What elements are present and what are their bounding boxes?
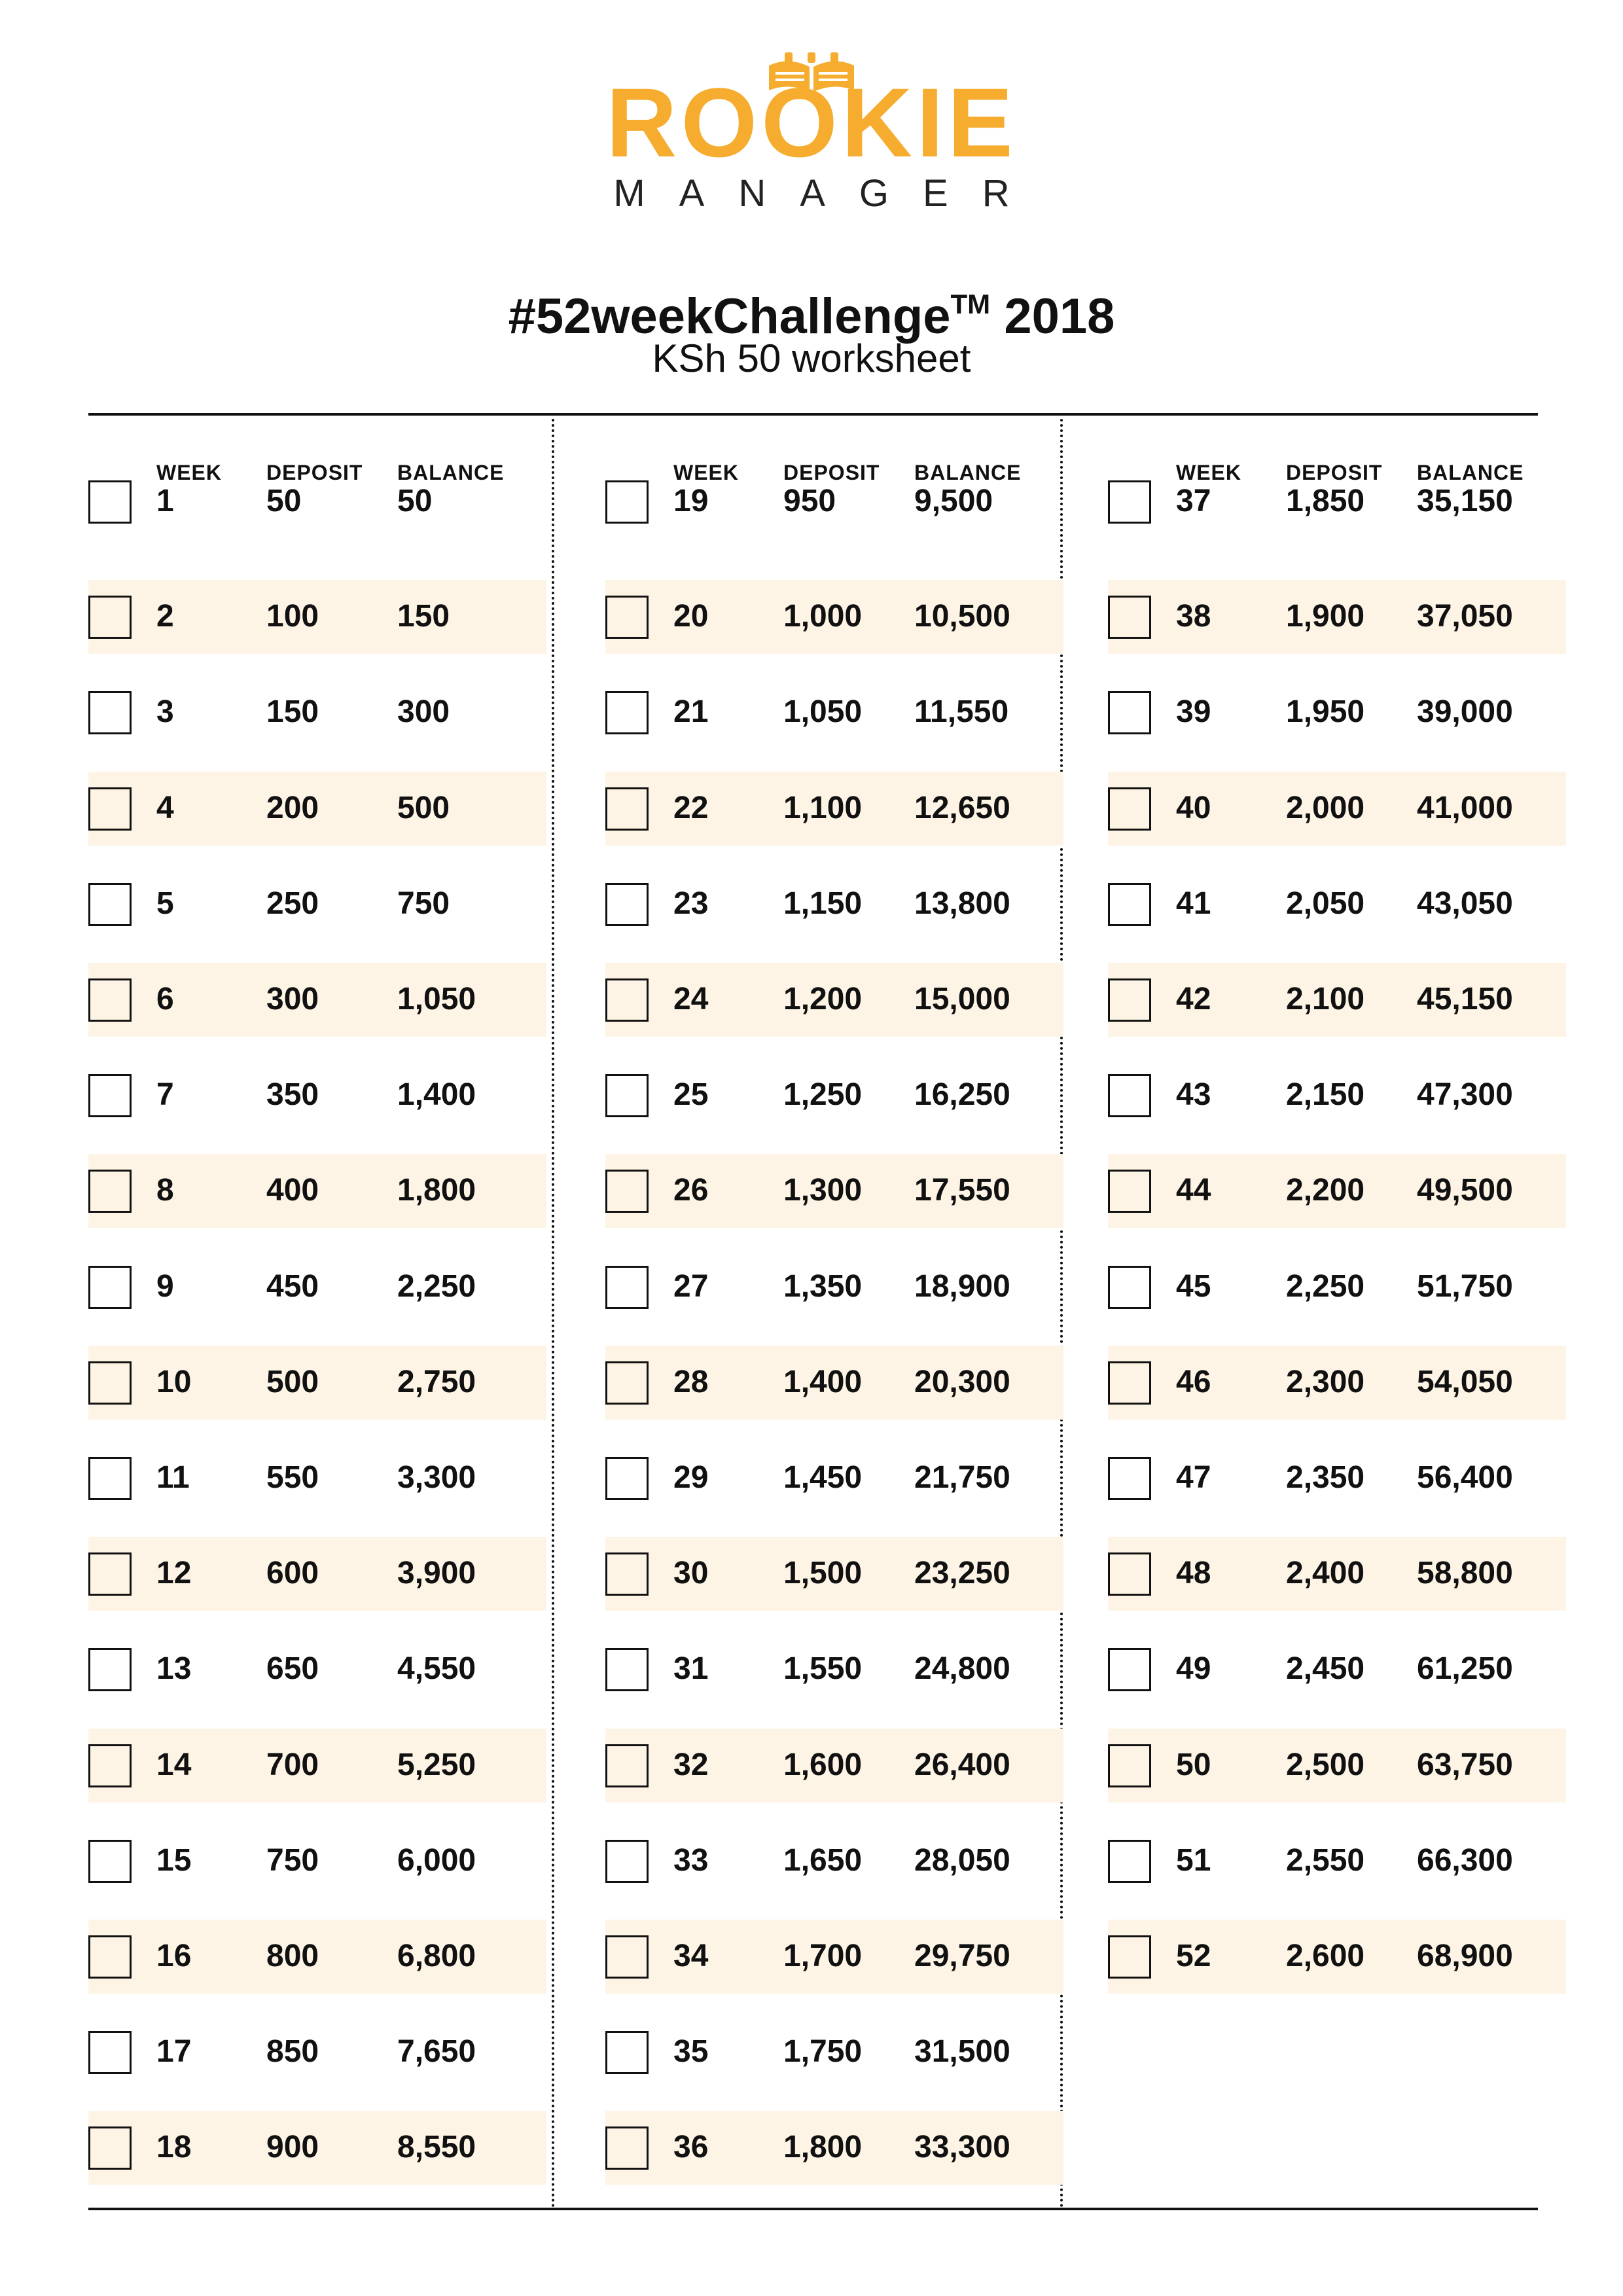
balance-value: 49,500	[1417, 1173, 1513, 1208]
deposit-value: 900	[266, 2130, 319, 2165]
week-row	[1108, 580, 1566, 654]
deposit-value: 1,050	[783, 694, 863, 730]
week-value: 3	[156, 694, 174, 730]
week-checkbox[interactable]	[605, 1935, 649, 1979]
header-deposit: DEPOSIT	[1286, 461, 1383, 484]
week-checkbox[interactable]	[1108, 1648, 1151, 1691]
deposit-value: 1,700	[783, 1939, 863, 1973]
balance-value: 13,800	[914, 886, 1010, 921]
week-row	[88, 1058, 546, 1132]
balance-value: 1,050	[397, 982, 476, 1016]
balance-value: 11,550	[914, 694, 1009, 730]
week-checkbox[interactable]	[605, 1074, 649, 1117]
week-value: 31	[673, 1651, 709, 1687]
week-value: 15	[156, 1842, 192, 1878]
header-balance: BALANCE	[914, 461, 1022, 484]
week-row	[605, 675, 1063, 749]
deposit-value: 750	[266, 1842, 319, 1878]
balance-value: 3,900	[397, 1556, 476, 1591]
week-checkbox[interactable]	[1108, 978, 1151, 1022]
week-value: 41	[1176, 886, 1211, 921]
balance-value: 500	[397, 790, 450, 825]
week-value: 23	[673, 886, 709, 921]
week-value: 34	[673, 1939, 709, 1973]
balance-value: 37,050	[1417, 599, 1513, 634]
week-value: 24	[673, 982, 709, 1016]
week-row	[88, 1250, 546, 1324]
column-divider-1	[552, 419, 554, 2209]
week-row	[605, 1250, 1063, 1324]
week-value: 19	[673, 484, 709, 518]
week-value: 27	[673, 1268, 709, 1304]
week-checkbox[interactable]	[605, 480, 649, 524]
deposit-value: 2,550	[1286, 1842, 1365, 1878]
deposit-value: 700	[266, 1747, 319, 1782]
deposit-value: 400	[266, 1173, 319, 1208]
balance-value: 31,500	[914, 2034, 1010, 2070]
week-row	[1108, 1537, 1566, 1611]
deposit-value: 2,200	[1286, 1173, 1365, 1208]
deposit-value: 100	[266, 599, 319, 634]
logo	[0, 52, 1623, 215]
logo-subtitle: MANAGER	[613, 172, 1044, 215]
week-value: 43	[1176, 1077, 1211, 1113]
week-value: 12	[156, 1556, 192, 1591]
week-row	[605, 1824, 1063, 1898]
week-value: 50	[1176, 1747, 1211, 1782]
week-value: 38	[1176, 599, 1211, 634]
header-week: WEEK	[1176, 461, 1241, 484]
week-value: 16	[156, 1939, 192, 1973]
balance-value: 24,800	[914, 1651, 1010, 1687]
balance-value: 17,550	[914, 1173, 1010, 1208]
week-row	[88, 1729, 546, 1803]
week-value: 1	[156, 484, 174, 518]
week-checkbox[interactable]	[88, 480, 132, 524]
week-value: 47	[1176, 1460, 1211, 1495]
week-checkbox[interactable]	[88, 1552, 132, 1596]
week-row	[605, 1537, 1063, 1611]
balance-value: 7,650	[397, 2034, 476, 2070]
week-checkbox[interactable]	[605, 596, 649, 639]
week-value: 46	[1176, 1364, 1211, 1399]
deposit-value: 1,300	[783, 1173, 863, 1208]
deposit-value: 1,550	[783, 1651, 863, 1687]
week-value: 5	[156, 886, 174, 921]
week-checkbox[interactable]	[1108, 1361, 1151, 1405]
week-checkbox[interactable]	[605, 1457, 649, 1500]
week-value: 11	[156, 1460, 190, 1495]
week-value: 20	[673, 599, 709, 634]
week-row	[88, 465, 546, 539]
deposit-value: 650	[266, 1651, 319, 1687]
week-checkbox[interactable]	[605, 883, 649, 926]
balance-value: 750	[397, 886, 450, 921]
balance-value: 1,800	[397, 1173, 476, 1208]
balance-value: 23,250	[914, 1556, 1010, 1591]
deposit-value: 1,200	[783, 982, 863, 1016]
balance-value: 8,550	[397, 2130, 476, 2165]
deposit-value: 550	[266, 1460, 319, 1495]
balance-value: 300	[397, 694, 450, 730]
week-value: 21	[673, 694, 709, 730]
week-checkbox[interactable]	[1108, 480, 1151, 524]
deposit-value: 1,650	[783, 1842, 863, 1878]
week-row	[1108, 867, 1566, 941]
week-checkbox[interactable]	[1108, 1552, 1151, 1596]
header-week: WEEK	[156, 461, 222, 484]
bottom-rule	[88, 2208, 1538, 2210]
week-row	[88, 1824, 546, 1898]
deposit-value: 1,000	[783, 599, 863, 634]
deposit-value: 800	[266, 1939, 319, 1973]
week-row	[1108, 1441, 1566, 1515]
balance-value: 6,000	[397, 1842, 476, 1878]
deposit-value: 2,250	[1286, 1268, 1365, 1304]
week-row	[1108, 1058, 1566, 1132]
balance-value: 39,000	[1417, 694, 1513, 730]
week-checkbox[interactable]	[1108, 1457, 1151, 1500]
week-row	[1108, 1920, 1566, 1994]
deposit-value: 2,100	[1286, 982, 1365, 1016]
week-checkbox[interactable]	[88, 1170, 132, 1213]
deposit-value: 1,100	[783, 790, 863, 825]
week-row	[605, 465, 1063, 539]
week-row	[605, 1441, 1063, 1515]
deposit-value: 1,400	[783, 1364, 863, 1399]
deposit-value: 1,900	[1286, 599, 1365, 634]
balance-value: 50	[397, 484, 433, 518]
week-checkbox[interactable]	[88, 2031, 132, 2074]
week-value: 22	[673, 790, 709, 825]
balance-value: 12,650	[914, 790, 1010, 825]
balance-value: 9,500	[914, 484, 993, 518]
deposit-value: 150	[266, 694, 319, 730]
week-value: 30	[673, 1556, 709, 1591]
week-value: 6	[156, 982, 174, 1016]
week-row	[88, 867, 546, 941]
week-checkbox[interactable]	[88, 1744, 132, 1787]
balance-value: 63,750	[1417, 1747, 1513, 1782]
week-row	[1108, 772, 1566, 846]
header-week: WEEK	[673, 461, 739, 484]
week-checkbox[interactable]	[1108, 1266, 1151, 1309]
deposit-value: 1,800	[783, 2130, 863, 2165]
balance-value: 29,750	[914, 1939, 1010, 1973]
week-value: 13	[156, 1651, 192, 1687]
week-value: 14	[156, 1747, 192, 1782]
week-value: 18	[156, 2130, 192, 2165]
week-row	[88, 1346, 546, 1420]
balance-value: 26,400	[914, 1747, 1010, 1782]
week-checkbox[interactable]	[88, 1361, 132, 1405]
balance-value: 61,250	[1417, 1651, 1513, 1687]
week-value: 7	[156, 1077, 174, 1113]
week-row	[605, 1346, 1063, 1420]
week-value: 29	[673, 1460, 709, 1495]
header-deposit: DEPOSIT	[783, 461, 880, 484]
week-value: 8	[156, 1173, 174, 1208]
week-row	[1108, 1632, 1566, 1706]
deposit-value: 2,300	[1286, 1364, 1365, 1399]
week-value: 32	[673, 1747, 709, 1782]
week-row	[88, 1632, 546, 1706]
week-row	[1108, 465, 1566, 539]
week-row	[605, 1729, 1063, 1803]
balance-value: 21,750	[914, 1460, 1010, 1495]
week-value: 28	[673, 1364, 709, 1399]
deposit-value: 950	[783, 484, 836, 518]
week-row	[605, 963, 1063, 1037]
week-value: 26	[673, 1173, 709, 1208]
week-row	[1108, 1154, 1566, 1228]
week-value: 48	[1176, 1556, 1211, 1591]
balance-value: 2,250	[397, 1268, 476, 1304]
week-row	[88, 772, 546, 846]
week-row	[88, 1154, 546, 1228]
balance-value: 1,400	[397, 1077, 476, 1113]
week-row	[88, 963, 546, 1037]
deposit-value: 2,400	[1286, 1556, 1365, 1591]
balance-value: 18,900	[914, 1268, 1010, 1304]
balance-value: 35,150	[1417, 484, 1513, 518]
balance-value: 54,050	[1417, 1364, 1513, 1399]
balance-value: 15,000	[914, 982, 1010, 1016]
week-row	[1108, 1729, 1566, 1803]
week-value: 51	[1176, 1842, 1211, 1878]
week-checkbox[interactable]	[605, 691, 649, 734]
balance-value: 4,550	[397, 1651, 476, 1687]
week-row	[605, 2111, 1063, 2185]
week-value: 35	[673, 2034, 709, 2070]
logo-wordmark: ROOKIE	[606, 67, 1017, 177]
week-value: 36	[673, 2130, 709, 2165]
week-row	[605, 867, 1063, 941]
balance-value: 66,300	[1417, 1842, 1513, 1878]
week-value: 40	[1176, 790, 1211, 825]
deposit-value: 2,600	[1286, 1939, 1365, 1973]
week-checkbox[interactable]	[1108, 691, 1151, 734]
week-checkbox[interactable]	[88, 2126, 132, 2170]
week-value: 17	[156, 2034, 192, 2070]
deposit-value: 300	[266, 982, 319, 1016]
trademark-mark: TM	[950, 289, 991, 319]
week-checkbox[interactable]	[88, 1840, 132, 1883]
deposit-value: 600	[266, 1556, 319, 1591]
week-checkbox[interactable]	[88, 1074, 132, 1117]
week-checkbox[interactable]	[605, 2126, 649, 2170]
week-row	[605, 2015, 1063, 2089]
deposit-value: 2,500	[1286, 1747, 1365, 1782]
balance-value: 6,800	[397, 1939, 476, 1973]
week-row	[605, 580, 1063, 654]
balance-value: 58,800	[1417, 1556, 1513, 1591]
week-row	[88, 2015, 546, 2089]
deposit-value: 1,350	[783, 1268, 863, 1304]
top-rule	[88, 413, 1538, 416]
deposit-value: 2,000	[1286, 790, 1365, 825]
week-row	[88, 1441, 546, 1515]
week-checkbox[interactable]	[605, 2031, 649, 2074]
week-checkbox[interactable]	[605, 1840, 649, 1883]
week-checkbox[interactable]	[1108, 596, 1151, 639]
week-checkbox[interactable]	[1108, 1840, 1151, 1883]
week-value: 52	[1176, 1939, 1211, 1973]
balance-value: 28,050	[914, 1842, 1010, 1878]
header-balance: BALANCE	[1417, 461, 1524, 484]
week-checkbox[interactable]	[88, 1648, 132, 1691]
deposit-value: 2,450	[1286, 1651, 1365, 1687]
week-value: 37	[1176, 484, 1211, 518]
week-value: 10	[156, 1364, 192, 1399]
week-row	[605, 1920, 1063, 1994]
week-row	[1108, 1824, 1566, 1898]
week-checkbox[interactable]	[88, 978, 132, 1022]
week-checkbox[interactable]	[88, 691, 132, 734]
week-checkbox[interactable]	[88, 596, 132, 639]
deposit-value: 200	[266, 790, 319, 825]
deposit-value: 1,950	[1286, 694, 1365, 730]
week-row	[88, 675, 546, 749]
week-row	[605, 1632, 1063, 1706]
week-checkbox[interactable]	[1108, 1935, 1151, 1979]
week-checkbox[interactable]	[1108, 1170, 1151, 1213]
header-balance: BALANCE	[397, 461, 505, 484]
balance-value: 41,000	[1417, 790, 1513, 825]
week-value: 2	[156, 599, 174, 634]
deposit-value: 1,750	[783, 2034, 863, 2070]
week-checkbox[interactable]	[605, 1361, 649, 1405]
deposit-value: 1,450	[783, 1460, 863, 1495]
week-row	[1108, 675, 1566, 749]
balance-value: 45,150	[1417, 982, 1513, 1016]
week-checkbox[interactable]	[605, 1170, 649, 1213]
balance-value: 47,300	[1417, 1077, 1513, 1113]
week-value: 44	[1176, 1173, 1211, 1208]
deposit-value: 850	[266, 2034, 319, 2070]
balance-value: 3,300	[397, 1460, 476, 1495]
header-deposit: DEPOSIT	[266, 461, 363, 484]
deposit-value: 2,050	[1286, 886, 1365, 921]
week-checkbox[interactable]	[605, 1744, 649, 1787]
week-value: 45	[1176, 1268, 1211, 1304]
week-checkbox[interactable]	[88, 1935, 132, 1979]
balance-value: 10,500	[914, 599, 1010, 634]
deposit-value: 2,150	[1286, 1077, 1365, 1113]
week-value: 9	[156, 1268, 174, 1304]
week-checkbox[interactable]	[605, 1552, 649, 1596]
week-checkbox[interactable]	[88, 787, 132, 831]
week-value: 4	[156, 790, 174, 825]
balance-value: 51,750	[1417, 1268, 1513, 1304]
week-checkbox[interactable]	[605, 978, 649, 1022]
deposit-value: 2,350	[1286, 1460, 1365, 1495]
week-checkbox[interactable]	[605, 1266, 649, 1309]
week-checkbox[interactable]	[1108, 787, 1151, 831]
deposit-value: 350	[266, 1077, 319, 1113]
week-value: 49	[1176, 1651, 1211, 1687]
deposit-value: 50	[266, 484, 302, 518]
week-checkbox[interactable]	[1108, 883, 1151, 926]
week-checkbox[interactable]	[88, 1266, 132, 1309]
week-checkbox[interactable]	[605, 787, 649, 831]
week-checkbox[interactable]	[605, 1648, 649, 1691]
balance-value: 68,900	[1417, 1939, 1513, 1973]
balance-value: 43,050	[1417, 886, 1513, 921]
deposit-value: 1,600	[783, 1747, 863, 1782]
balance-value: 2,750	[397, 1364, 476, 1399]
deposit-value: 1,850	[1286, 484, 1365, 518]
week-row	[605, 772, 1063, 846]
week-value: 42	[1176, 982, 1211, 1016]
balance-value: 150	[397, 599, 450, 634]
balance-value: 20,300	[914, 1364, 1010, 1399]
week-checkbox[interactable]	[88, 1457, 132, 1500]
week-row	[1108, 963, 1566, 1037]
week-row	[88, 1537, 546, 1611]
deposit-value: 1,500	[783, 1556, 863, 1591]
week-row	[88, 580, 546, 654]
page-subtitle: KSh 50 worksheet	[652, 336, 971, 380]
deposit-value: 500	[266, 1364, 319, 1399]
week-row	[605, 1058, 1063, 1132]
week-row	[88, 2111, 546, 2185]
title-text: #52weekChallenge	[508, 289, 951, 344]
week-checkbox[interactable]	[1108, 1744, 1151, 1787]
deposit-value: 1,250	[783, 1077, 863, 1113]
title-year: 2018	[1004, 289, 1115, 344]
deposit-value: 250	[266, 886, 319, 921]
week-checkbox[interactable]	[1108, 1074, 1151, 1117]
week-value: 25	[673, 1077, 709, 1113]
balance-value: 16,250	[914, 1077, 1010, 1113]
week-value: 33	[673, 1842, 709, 1878]
balance-value: 56,400	[1417, 1460, 1513, 1495]
week-row	[605, 1154, 1063, 1228]
deposit-value: 450	[266, 1268, 319, 1304]
week-row	[1108, 1346, 1566, 1420]
week-row	[1108, 1250, 1566, 1324]
week-value: 39	[1176, 694, 1211, 730]
week-row	[88, 1920, 546, 1994]
deposit-value: 1,150	[783, 886, 863, 921]
week-checkbox[interactable]	[88, 883, 132, 926]
balance-value: 5,250	[397, 1747, 476, 1782]
balance-value: 33,300	[914, 2130, 1010, 2165]
